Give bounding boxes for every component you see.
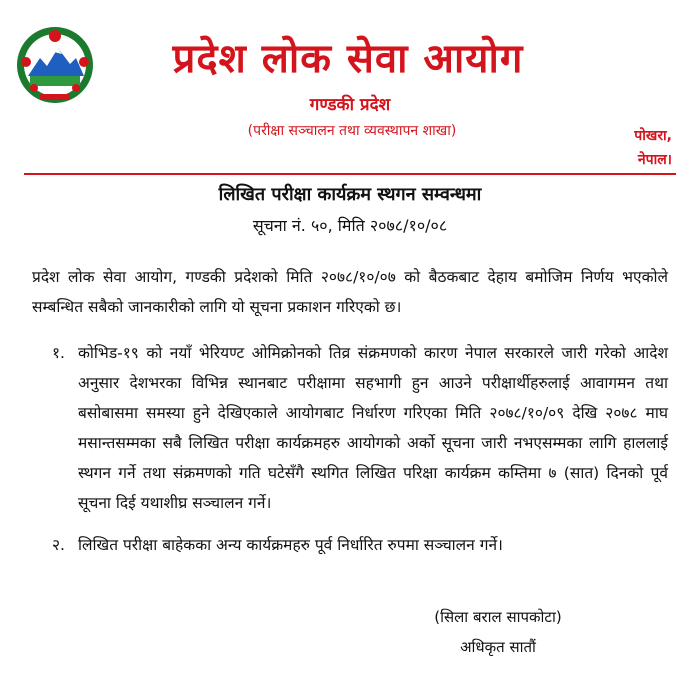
notice-intro: प्रदेश लोक सेवा आयोग, गण्डकी प्रदेशको मिति २०७८/१०/०७ को बैठकबाट देहाय बमोजिम निर्णय भएकोले सम्बन्धित सबैको जानकारीको लागि यो सूचना प्रकाशन गरिएको छ। [32,268,668,316]
notice-reference: सूचना नं. ५०, मिति २०७८/१०/०८ [252,216,448,235]
signatory-designation: अधिकृत सातौं [460,638,536,656]
organization-name: प्रदेश लोक सेवा आयोग [172,36,524,82]
item-number: १. [52,344,65,362]
location-city: पोखरा, [634,128,672,144]
provincial-emblem-icon [14,24,96,106]
signature-block [408,602,588,662]
location [634,124,672,172]
province-name: गण्डकी प्रदेश [309,95,391,115]
signatory-name: (सिला बराल सापकोटा) [434,608,562,626]
division-name: (परीक्षा सञ्चालन तथा व्यवस्थापन शाखा) [247,123,457,139]
item-text: लिखित परीक्षा बाहेकका अन्य कार्यक्रमहरु पूर्व निर्धारित रुपमा सञ्चालन गर्ने। [78,536,503,554]
notice-item [52,530,668,560]
header-divider [24,173,676,175]
item-text: कोभिड-१९ को नयाँ भेरियण्ट ओमिक्रोनको तिव्र संक्रमणको कारण नेपाल सरकारले जारी गरेको आदेश अनुसार देशभरका विभिन्न स्थानबाट परीक्षामा सहभागी हुन आउने परीक्षार्थीहरुलाई आवागमन तथा बसोबासमा समस्या हुने देखिएकाले आयोगबाट निर्धारण गरिएका मिति २०७८/१०/०९ देखि २०७८ माघ मसान्तसम्मका सबै लिखित परीक्षा कार्यक्रमहरु आयोगको अर्को सूचना जारी नभएसम्मका लागि हाललाई स्थगन गर्ने तथा संक्रमणको गति घटेसँगै स्थगित लिखित परिक्षा कार्यक्रम कम्तिमा ७ (सात) दिनको पूर्व सूचना दिई यथाशीघ्र सञ्चालन गर्ने। [78,344,668,512]
location-country: नेपाल। [637,152,672,168]
notice-item [52,338,668,518]
item-number: २. [52,536,65,554]
notice-title: लिखित परीक्षा कार्यक्रम स्थगन सम्वन्धमा [218,184,482,205]
